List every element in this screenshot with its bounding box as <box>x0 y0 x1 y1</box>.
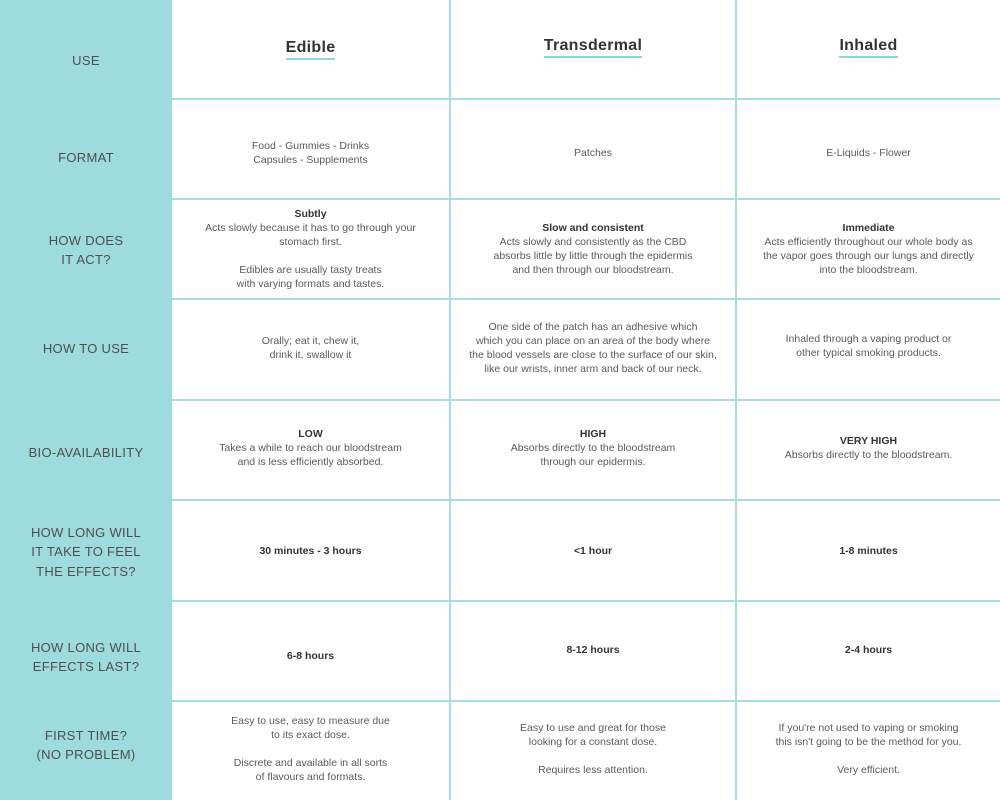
row-label-line: EFFECTS LAST? <box>32 659 140 674</box>
cell-line: which you can place on an area of the body where <box>475 335 711 347</box>
cell-value: <1 hour <box>573 544 613 557</box>
cell-title: VERY HIGH <box>839 435 898 447</box>
cell-line: Acts slowly and consistently as the CBD <box>499 236 687 248</box>
cell-title: Slow and consistent <box>542 222 644 234</box>
cell-how-to-use-inhaled <box>737 300 1000 392</box>
row-label-how-does-it-act <box>0 200 172 300</box>
cell-first-time-inhaled <box>737 702 1000 796</box>
cell-line: Orally; eat it, chew it, <box>261 335 360 347</box>
cell-time-to-feel-edible <box>172 501 449 600</box>
cell-line: Patches <box>574 147 612 159</box>
cell-line: Food - Gummies - Drinks <box>251 140 370 152</box>
row-label-line: THE EFFECTS? <box>36 563 136 579</box>
cell-line: through our epidermis. <box>540 456 646 468</box>
cell-how-to-use-transdermal <box>451 300 735 396</box>
cell-value: 6-8 hours <box>286 650 335 662</box>
cell-line: looking for a constant dose. <box>528 736 658 748</box>
cell-bio-inhaled <box>737 401 1000 495</box>
row-label-line: (NO PROBLEM) <box>36 747 136 762</box>
cell-title: Subtly <box>294 208 327 220</box>
row-label-line: HOW TO USE <box>42 341 130 357</box>
cell-line: Inhaled through a vaping product or <box>785 333 952 345</box>
row-label-first-time <box>0 700 172 790</box>
cell-line: Capsules - Supplements <box>253 154 368 166</box>
cell-line: the vapor goes through our lungs and directly <box>763 250 974 262</box>
cell-value: 8-12 hours <box>566 644 620 656</box>
cell-time-to-feel-transdermal <box>451 501 735 600</box>
cell-how-to-use-edible <box>172 300 449 396</box>
cell-bio-edible <box>172 401 449 495</box>
row-label-line: USE <box>72 53 100 69</box>
cell-line: stomach first. <box>279 236 342 248</box>
row-label-line: HOW LONG WILL <box>30 639 142 655</box>
row-label-line: FORMAT <box>58 150 114 166</box>
cell-line: with varying formats and tastes. <box>236 278 385 290</box>
cell-line: into the bloodstream. <box>819 264 918 276</box>
cell-first-time-edible <box>172 702 449 796</box>
row-label-bio-availability <box>0 400 172 506</box>
cell-line: Absorbs directly to the bloodstream <box>510 442 676 454</box>
column-header-transdermal <box>451 24 735 72</box>
column-header-title: Inhaled <box>839 39 897 58</box>
cell-line: of flavours and formats. <box>255 771 366 783</box>
row-label-line: BIO-AVAILABILITY <box>28 445 144 461</box>
cell-line: and is less efficiently absorbed. <box>237 456 384 468</box>
cell-line: E-Liquids - Flower <box>826 147 911 159</box>
cell-line: Discrete and available in all sorts <box>233 757 388 769</box>
cell-title: Immediate <box>842 222 895 234</box>
cell-format-edible <box>172 100 449 206</box>
cell-line: Requires less attention. <box>538 764 648 776</box>
cell-format-inhaled <box>737 100 1000 206</box>
cell-line: One side of the patch has an adhesive which <box>488 321 698 333</box>
cell-line: Edibles are usually tasty treats <box>239 264 382 276</box>
column-header-inhaled <box>737 24 1000 72</box>
cell-format-transdermal <box>451 100 735 206</box>
cell-duration-transdermal <box>451 602 735 698</box>
cell-line: Acts slowly because it has to go through your <box>205 222 416 234</box>
cell-line: other typical smoking products. <box>796 347 941 359</box>
row-label-line: IT ACT? <box>61 252 111 267</box>
row-label-line: HOW DOES <box>48 232 124 248</box>
cell-value: 30 minutes - 3 hours <box>259 544 362 557</box>
cell-line: drink it, swallow it <box>269 349 352 361</box>
cell-title: HIGH <box>579 428 607 440</box>
row-label-how-to-use <box>0 300 172 398</box>
row-label-duration <box>0 600 172 714</box>
row-label-line: FIRST TIME? <box>44 727 128 743</box>
cell-line: Very efficient. <box>837 764 900 776</box>
column-header-title: Transdermal <box>544 39 642 58</box>
cell-line: If you're not used to vaping or smoking <box>778 722 959 734</box>
cell-time-to-feel-inhaled <box>737 501 1000 600</box>
cell-line: the blood vessels are close to the surface of our skin, <box>469 349 717 361</box>
cell-line: Takes a while to reach our bloodstream <box>219 442 402 454</box>
cell-line: this isn't going to be the method for you. <box>775 736 962 748</box>
cell-act-transdermal <box>451 200 735 298</box>
row-label-time-to-feel <box>0 500 172 604</box>
cell-duration-edible <box>172 602 449 710</box>
cell-line: Acts efficiently throughout our whole body as <box>764 236 973 248</box>
cell-duration-inhaled <box>737 602 1000 698</box>
cell-line: Easy to use, easy to measure due <box>231 715 390 727</box>
cell-line: and then through our bloodstream. <box>512 264 674 276</box>
cell-act-inhaled <box>737 200 1000 298</box>
cell-line: absorbs little by little through the epidermis <box>493 250 693 262</box>
cell-line: Easy to use and great for those <box>520 722 666 734</box>
cell-line: like our wrists, inner arm and back of our neck. <box>484 363 702 375</box>
cell-line: Absorbs directly to the bloodstream. <box>784 449 953 461</box>
cell-first-time-transdermal <box>451 702 735 796</box>
row-label-format <box>0 100 172 216</box>
cell-title: LOW <box>298 428 323 440</box>
cell-value: 2-4 hours <box>844 644 893 656</box>
cell-line: to its exact dose. <box>271 729 350 741</box>
cell-value: 1-8 minutes <box>839 544 898 557</box>
column-header-edible <box>172 26 449 74</box>
row-label-line: IT TAKE TO FEEL <box>31 544 141 560</box>
cell-bio-transdermal <box>451 401 735 495</box>
row-label-line: HOW LONG WILL <box>30 524 142 540</box>
column-header-title: Edible <box>286 41 336 60</box>
cell-act-edible <box>172 200 449 298</box>
